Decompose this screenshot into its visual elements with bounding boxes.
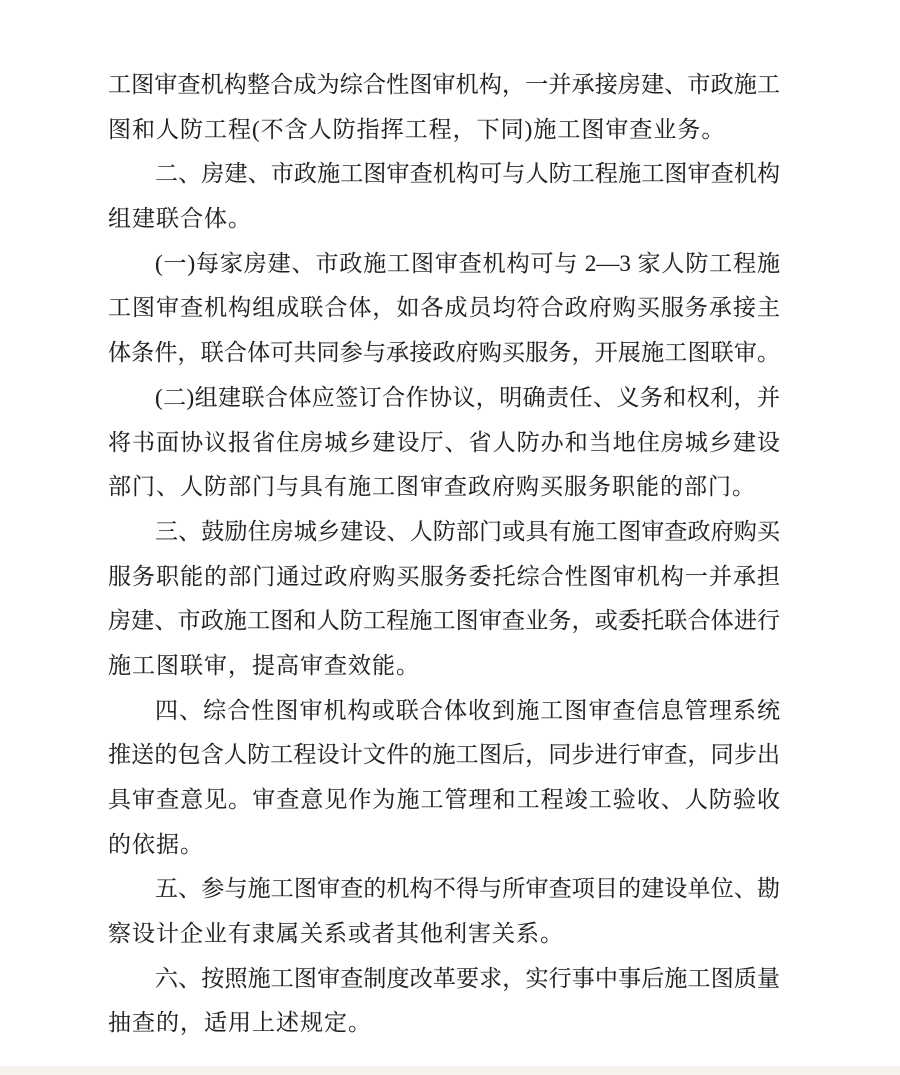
text-line: 察设计企业有隶属关系或者其他利害关系。 (108, 921, 564, 947)
page-bottom-edge (0, 1066, 900, 1075)
text-line: 四、综合性图审机构或联合体收到施工图审查信息管理系统 (155, 697, 780, 723)
text-line: 将书面协议报省住房城乡建设厅、省人防办和当地住房城乡建设 (108, 429, 780, 455)
text-line: 具审查意见。审查意见作为施工管理和工程竣工验收、人防验收 (108, 787, 780, 812)
text-line: 六、按照施工图审查制度改革要求，实行事中事后施工图质量 (155, 965, 780, 991)
text-line: 工图审查机构整合成为综合性图审机构，一并承接房建、市政施工 (108, 72, 780, 97)
text-line: 二、房建、市政施工图审查机构可与人防工程施工图审查机构 (155, 161, 780, 187)
text-line: (一)每家房建、市政施工图审查机构可与 2—3 家人防工程施 (155, 250, 780, 276)
text-line: 部门、人防部门与具有施工图审查政府购买服务职能的部门。 (108, 474, 756, 500)
text-line: 房建、市政施工图和人防工程施工图审查业务，或委托联合体进行 (108, 608, 780, 634)
document-body (108, 63, 780, 1046)
text-line: 工图审查机构组成联合体，如各成员均符合政府购买服务承接主 (108, 295, 780, 321)
text-line: 图和人防工程(不含人防指挥工程，下同)施工图审查业务。 (108, 116, 726, 142)
text-line: 的依据。 (108, 831, 204, 857)
text-line: 组建联合体。 (108, 206, 252, 232)
text-line: 抽查的，适用上述规定。 (108, 1010, 372, 1036)
text-line: 服务职能的部门通过政府购买服务委托综合性图审机构一并承担 (108, 563, 780, 589)
text-line: 三、鼓励住房城乡建设、人防部门或具有施工图审查政府购买 (155, 518, 780, 544)
text-line: 推送的包含人防工程设计文件的施工图后，同步进行审查，同步出 (108, 742, 780, 768)
text-line: 体条件，联合体可共同参与承接政府购买服务，开展施工图联审。 (108, 340, 780, 366)
text-line: 施工图联审，提高审查效能。 (108, 652, 420, 678)
text-line: (二)组建联合体应签订合作协议，明确责任、义务和权利，并 (155, 384, 780, 410)
text-line: 五、参与施工图审查的机构不得与所审查项目的建设单位、勘 (155, 876, 780, 902)
